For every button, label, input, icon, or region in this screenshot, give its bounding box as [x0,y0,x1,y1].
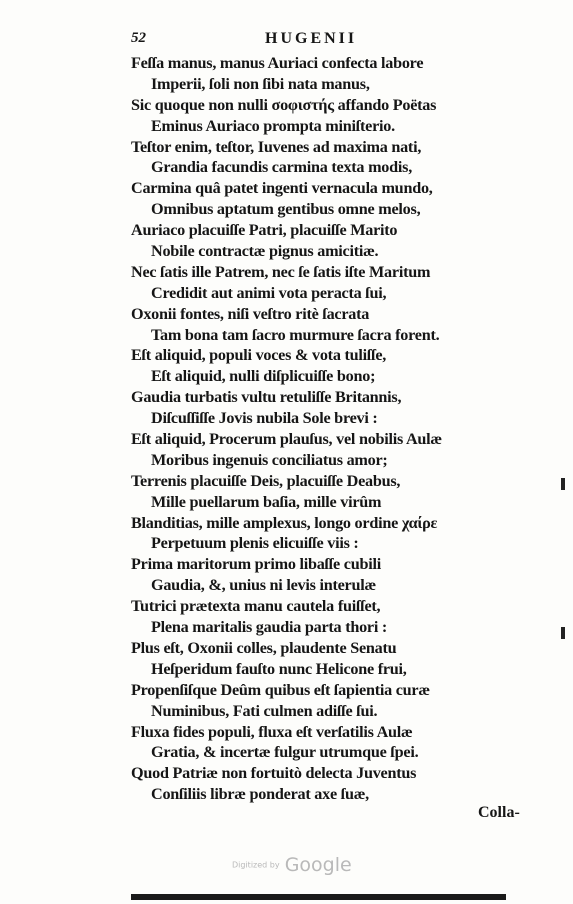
verse-line: Fluxa fides populi, fluxa eſt verſatilis Aulæ [131,722,413,741]
verse-line: Diſcuſſiſſe Jovis nubila Sole brevi : [151,409,378,428]
verse-line: Plus eſt, Oxonii colles, plaudente Senatu [131,638,397,657]
verse-line: Eminus Auriaco prompta miniſterio. [151,116,395,135]
verse-line: Perpetuum plenis elicuiſſe viis : [151,534,359,553]
page-header [131,30,391,52]
verse-line: Credidit aut animi vota peracta ſui, [151,283,387,302]
poem-text [131,53,531,805]
verse-line: Eſt aliquid, nulli diſplicuiſſe bono; [151,367,376,386]
verse-line: Moribus ingenuis conciliatus amor; [151,450,388,469]
verse-line: Plena maritalis gaudia parta thori : [151,618,388,637]
verse-line: Teſtor enim, teſtor, Iuvenes ad maxima nati, [131,137,422,156]
verse-line: Omnibus aptatum gentibus omne melos, [151,200,421,219]
verse-line: Tutrici prætexta manu cautela fuiſſet, [131,597,381,616]
verse-line: Prima maritorum primo libaſſe cubili [131,555,381,574]
verse-line: Grandia facundis carmina texta modis, [151,158,412,177]
verse-line: Mille puellarum baſia, mille virûm [151,492,382,511]
verse-line: Sic quoque non nulli σοφιστής affando Poëtas [131,95,437,114]
verse-line: Conſiliis libræ ponderat axe ſuæ, [151,785,369,804]
verse-line: Propenſiſque Deûm quibus eſt ſapientia curæ [131,680,430,699]
verse-line: Eſt aliquid, Procerum plauſus, vel nobilis Aulæ [131,430,442,449]
page-number: 52 [131,30,146,46]
catchword: Colla- [478,804,520,821]
verse-line: Gaudia, &, unius ni levis interulæ [151,576,376,595]
verse-line: Eſt aliquid, populi voces & vota tuliſſe, [131,346,387,365]
verse-line: Quod Patriæ non fortuitò delecta Juventus [131,764,417,783]
verse-line: Feſſa manus, manus Auriaci confecta labore [131,54,424,72]
verse-line: Numinibus, Fati culmen adiſſe ſui. [151,701,378,720]
verse-line: Nobile contractæ pignus amicitiæ. [151,242,379,261]
verse-line: Nec ſatis ille Patrem, nec ſe ſatis iſte Maritum [131,262,431,281]
verse-line: Auriaco placuiſſe Patri, placuiſſe Marito [131,221,398,240]
verse-line: Gaudia turbatis vultu retuliſſe Britannis, [131,388,402,407]
watermark-digitized-by: Digitized by [232,860,280,870]
margin-ink-mark [561,627,565,639]
verse-line: Tam bona tam ſacro murmure ſacra forent. [151,325,440,344]
margin-ink-mark [561,478,565,490]
verse-line: Terrenis placuiſſe Deis, placuiſſe Deabus, [131,471,401,490]
verse-line: Imperii, ſoli non ſibi nata manus, [151,74,370,93]
watermark-google: Google [284,854,352,876]
verse-line: Oxonii fontes, niſi veſtro ritè ſacrata [131,304,370,323]
verse-line: Blanditias, mille amplexus, longo ordine χαίρε [131,513,438,532]
verse-line: Heſperidum fauſto nunc Helicone frui, [151,659,407,678]
digitization-watermark [232,854,352,876]
page-edge-shadow [131,894,506,900]
running-head: HUGENII [265,30,358,47]
verse-line: Carmina quâ patet ingenti vernacula mundo, [131,179,433,198]
verse-line: Gratia, & incertæ fulgur utrumque ſpei. [151,743,419,762]
